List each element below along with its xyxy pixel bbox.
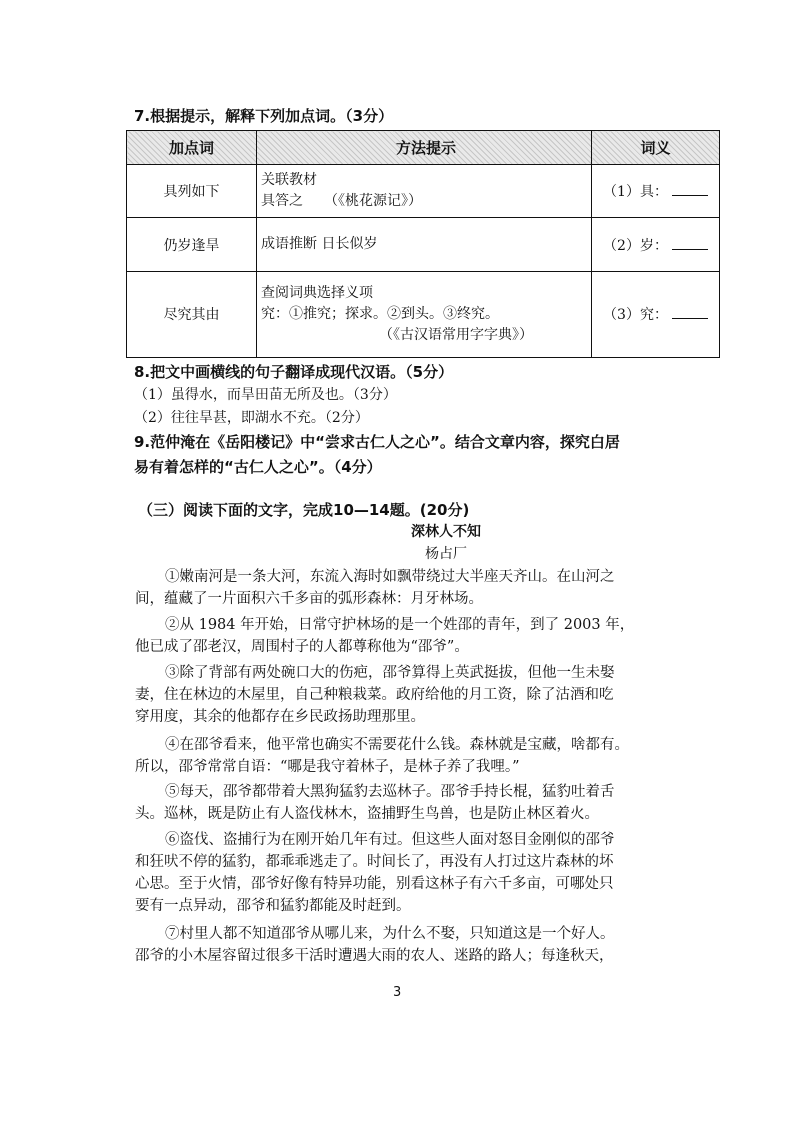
paragraph-line: 间，蕴藏了一片面积六千多亩的弧形森林：月牙林场。 xyxy=(135,591,483,607)
q8-title: 8.把文中画横线的句子翻译成现代汉语。（5分） xyxy=(134,363,454,381)
hint-line: （《古汉语常用字字典》） xyxy=(379,326,533,343)
paragraph-7 xyxy=(135,923,615,967)
paragraph-1 xyxy=(135,566,615,610)
q9-line-1: 9.范仲淹在《岳阳楼记》中“尝求古仁人之心”。结合文章内容，探究白居 xyxy=(134,433,620,451)
story-author: 杨占厂 xyxy=(425,546,467,562)
hint-line: 查阅词典选择义项 xyxy=(261,284,373,301)
row-phrase: 尽究其由 xyxy=(127,271,257,357)
page-number: 3 xyxy=(393,985,402,1000)
paragraph-4 xyxy=(135,734,629,778)
q7-table xyxy=(126,130,720,358)
paragraph-3 xyxy=(135,662,615,728)
answer-blank[interactable] xyxy=(672,308,708,319)
answer-label: （1）具： xyxy=(603,184,668,201)
q9-line-2: 易有着怎样的“古仁人之心”。（4分） xyxy=(134,458,382,476)
q7-table-header xyxy=(127,131,720,165)
hint-line: 关联教材 xyxy=(261,172,317,189)
q8-item-2: （2）往往旱甚，即湖水不充。（2分） xyxy=(134,410,369,426)
hint-line: 具答之 （《桃花源记》） xyxy=(261,193,422,210)
paragraph-2 xyxy=(135,614,634,658)
paragraph-line: ②从 1984 年开始，日常守护林场的是一个姓邵的青年，到了 2003 年， xyxy=(165,617,635,633)
row-hint xyxy=(257,271,592,357)
row-hint xyxy=(257,164,592,217)
table-row xyxy=(127,218,720,271)
paragraph-line: ⑥盗伐、盗捕行为在刚开始几年有过。但这些人面对怒目金刚似的邵爷 xyxy=(165,832,615,848)
answer-blank[interactable] xyxy=(672,185,708,196)
row-answer xyxy=(592,218,720,271)
table-row xyxy=(127,271,720,357)
row-phrase: 具列如下 xyxy=(127,164,257,217)
story-title: 深林人不知 xyxy=(411,524,481,540)
paragraph-line: ⑦村里人都不知道邵爷从哪儿来，为什么不娶，只知道这是一个好人。 xyxy=(165,926,615,942)
paragraph-6 xyxy=(135,829,615,917)
header-hint: 方法提示 xyxy=(257,131,592,165)
header-phrase: 加点词 xyxy=(127,131,257,165)
hint-line: 究：①推究；探求。②到头。③终究。 xyxy=(261,305,499,322)
paragraph-line: ④在邵爷看来，他平常也确实不需要花什么钱。森林就是宝藏，啥都有。 xyxy=(165,737,629,753)
paragraph-5 xyxy=(135,781,615,825)
paragraph-line: ③除了背部有两处碗口大的伤疤，邵爷算得上英武挺拔，但他一生未娶 xyxy=(165,665,615,681)
answer-label: （2）岁： xyxy=(603,237,668,254)
paragraph-line: 妻，住在林边的木屋里，自己种粮栽菜。政府给他的月工资，除了沽酒和吃 xyxy=(135,687,614,703)
paragraph-line: 邵爷的小木屋容留过很多干活时遭遇大雨的农人、迷路的路人；每逢秋天， xyxy=(135,948,614,964)
q7-title: 7.根据提示，解释下列加点词。（3分） xyxy=(134,107,394,125)
paragraph-line: 他已成了邵老汉，周围村子的人都尊称他为“邵爷”。 xyxy=(135,639,469,655)
row-answer xyxy=(592,164,720,217)
answer-label: （3）究： xyxy=(603,307,668,324)
header-meaning: 词义 xyxy=(592,131,720,165)
paragraph-line: ①嫩南河是一条大河，东流入海时如飘带绕过大半座天齐山。在山河之 xyxy=(165,569,615,585)
paragraph-line: 和狂吠不停的猛豹，都乖乖逃走了。时间长了，再没有人打过这片森林的坏 xyxy=(135,854,614,870)
paragraph-line: 所以，邵爷常常自语：“哪是我守着林子，是林子养了我哩。” xyxy=(135,759,520,775)
paragraph-line: 要有一点异动，邵爷和猛豹都能及时赶到。 xyxy=(135,898,411,914)
paragraph-line: 头。巡林，既是防止有人盗伐林木，盗捕野生鸟兽，也是防止林区着火。 xyxy=(135,806,599,822)
table-row xyxy=(127,164,720,217)
paragraph-line: 心思。至于火情，邵爷好像有特异功能，别看这林子有六千多亩，可哪处只 xyxy=(135,876,614,892)
paragraph-line: 穿用度，其余的他都存在乡民政扬助理那里。 xyxy=(135,709,425,725)
paragraph-line: ⑤每天，邵爷都带着大黑狗猛豹去巡林子。邵爷手持长棍，猛豹吐着舌 xyxy=(165,784,615,800)
hint-line: 成语推断 日长似岁 xyxy=(261,236,378,252)
answer-blank[interactable] xyxy=(672,239,708,250)
q8-item-1: （1）虽得水，而旱田苗无所及也。（3分） xyxy=(134,387,397,403)
row-answer xyxy=(592,271,720,357)
row-phrase: 仍岁逢旱 xyxy=(127,218,257,271)
section3-heading: （三）阅读下面的文字，完成10—14题。(20分) xyxy=(138,501,470,519)
row-hint xyxy=(257,218,592,271)
